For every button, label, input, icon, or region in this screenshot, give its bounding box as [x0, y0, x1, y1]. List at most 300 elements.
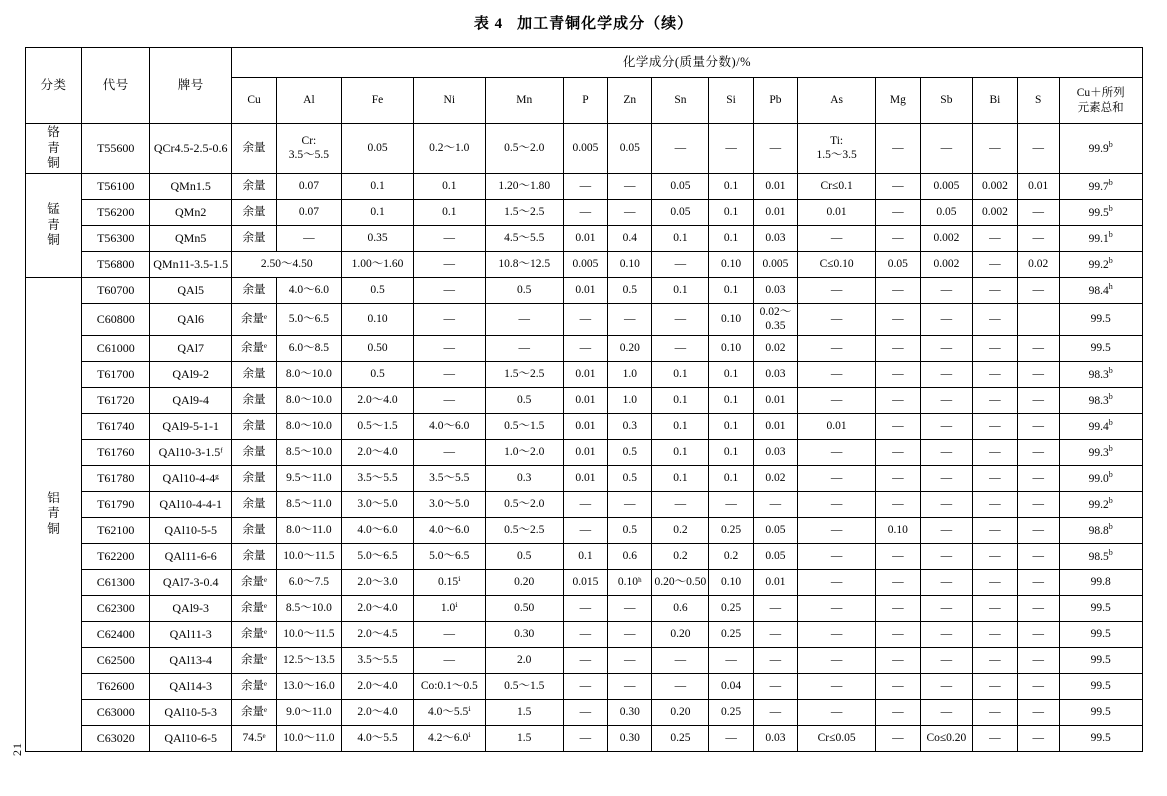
cell-value: 0.2: [709, 543, 753, 569]
cell-value: Cr: 3.5～5.5: [276, 124, 341, 174]
cell-value: 0.6: [652, 595, 709, 621]
cell-value: 0.25: [652, 725, 709, 751]
cell-brand: QAl13-4: [150, 647, 232, 673]
cell-brand: QMn11-3.5-1.5: [150, 251, 232, 277]
cell-value: 0.002: [920, 251, 973, 277]
cell-value: 0.01: [563, 277, 607, 303]
group-label-0: 铬 青 铜: [25, 124, 82, 174]
cell-total: 99.8: [1059, 569, 1142, 595]
cell-value: 0.1: [652, 225, 709, 251]
cell-value: 2.0～3.0: [342, 569, 414, 595]
cell-total: 99.5: [1059, 303, 1142, 335]
cell-value: —: [973, 725, 1017, 751]
cell-code: C62400: [82, 621, 150, 647]
cell-value: 0.30: [608, 699, 652, 725]
cell-value: 0.50: [485, 595, 563, 621]
cell-code: T62600: [82, 673, 150, 699]
cell-value: 9.5～11.0: [276, 465, 341, 491]
cell-value: 2.0: [485, 647, 563, 673]
cell-value: 余量: [232, 124, 276, 174]
cell-code: C63020: [82, 725, 150, 751]
cell-value: 3.5～5.5: [342, 647, 414, 673]
cell-value: 0.6: [608, 543, 652, 569]
cell-value: 0.5～1.5: [485, 673, 563, 699]
cell-value: 0.1: [342, 199, 414, 225]
cell-value: 0.1: [652, 413, 709, 439]
cell-value: 1.5: [485, 725, 563, 751]
cell-value: 余量: [232, 361, 276, 387]
cell-value: 0.20: [652, 621, 709, 647]
cell-value: —: [973, 303, 1017, 335]
cell-value: —: [876, 569, 920, 595]
cell-value: 0.5: [608, 465, 652, 491]
cell-value: —: [485, 303, 563, 335]
cell-value: 余量ᵉ: [232, 621, 276, 647]
cell-value: —: [920, 491, 973, 517]
table-row: [25, 439, 1142, 465]
cell-value: —: [1017, 465, 1059, 491]
cell-code: T61700: [82, 361, 150, 387]
cell-value: 0.2: [652, 543, 709, 569]
cell-value: —: [1017, 569, 1059, 595]
cell-brand: QAl9-3: [150, 595, 232, 621]
cell-value: —: [876, 361, 920, 387]
cell-code: C63000: [82, 699, 150, 725]
cell-value: 0.01: [563, 413, 607, 439]
cell-value: 0.30: [485, 621, 563, 647]
cell-value: 3.5～5.5: [413, 465, 485, 491]
cell-value: 2.0～4.0: [342, 699, 414, 725]
cell-value: 2.0～4.0: [342, 595, 414, 621]
cell-value: —: [753, 491, 797, 517]
cell-value: 余量: [232, 517, 276, 543]
cell-value: 3.0～5.0: [342, 491, 414, 517]
cell-code: T61760: [82, 439, 150, 465]
cell-value: —: [1017, 439, 1059, 465]
cell-value: —: [973, 569, 1017, 595]
cell-value: —: [1017, 647, 1059, 673]
cell-brand: QAl7: [150, 335, 232, 361]
cell-value: —: [608, 673, 652, 699]
cell-value: —: [920, 517, 973, 543]
cell-value: 余量ᵉ: [232, 647, 276, 673]
cell-value: 余量: [232, 439, 276, 465]
cell-value: —: [413, 251, 485, 277]
cell-value: 0.01: [563, 465, 607, 491]
table-body: [25, 124, 1142, 752]
table-title-text: 加工青铜化学成分（续）: [517, 16, 694, 32]
cell-total: 99.5: [1059, 621, 1142, 647]
cell-value: C≤0.10: [798, 251, 876, 277]
cell-value: —: [920, 673, 973, 699]
cell-value: 0.5: [608, 517, 652, 543]
cell-value: 0.5～2.0: [485, 124, 563, 174]
cell-value: —: [652, 124, 709, 174]
table-head: [25, 48, 1142, 124]
header-code: 代号: [82, 48, 150, 124]
cell-value: 0.05: [652, 173, 709, 199]
cell-value: 余量: [232, 387, 276, 413]
cell-brand: QAl10-5-3: [150, 699, 232, 725]
cell-value: 余量ᵉ: [232, 303, 276, 335]
cell-brand: QAl10-3-1.5ᶠ: [150, 439, 232, 465]
cell-brand: QMn5: [150, 225, 232, 251]
cell-value: 0.2: [652, 517, 709, 543]
cell-value: 6.0～7.5: [276, 569, 341, 595]
cell-brand: QAl9-2: [150, 361, 232, 387]
table-row: [25, 335, 1142, 361]
cell-code: T56800: [82, 251, 150, 277]
cell-value: 4.0～5.5: [342, 725, 414, 751]
cell-total: 98.8$^b$: [1059, 517, 1142, 543]
cell-value: 0.01: [798, 199, 876, 225]
cell-value: —: [798, 277, 876, 303]
cell-value: —: [563, 673, 607, 699]
cell-value: —: [798, 491, 876, 517]
cell-value: 0.25: [709, 517, 753, 543]
cell-value: —: [413, 439, 485, 465]
cell-value: 余量: [232, 491, 276, 517]
cell-value: —: [973, 673, 1017, 699]
cell-value: 2.0～4.0: [342, 387, 414, 413]
cell-value: 0.01: [563, 387, 607, 413]
cell-value: —: [973, 251, 1017, 277]
cell-code: T61790: [82, 491, 150, 517]
header-col-s: S: [1017, 78, 1059, 124]
cell-value: —: [920, 647, 973, 673]
cell-value: 0.01: [753, 413, 797, 439]
cell-value: 8.0～10.0: [276, 361, 341, 387]
cell-value: —: [973, 225, 1017, 251]
cell-value: 1.0～2.0: [485, 439, 563, 465]
cell-brand: QAl10-6-5: [150, 725, 232, 751]
cell-total: 99.5: [1059, 335, 1142, 361]
cell-value: —: [1017, 595, 1059, 621]
cell-value: —: [608, 647, 652, 673]
cell-value: 0.5～2.0: [485, 491, 563, 517]
table-row: [25, 569, 1142, 595]
header-col-fe: Fe: [342, 78, 414, 124]
cell-value: 0.03: [753, 725, 797, 751]
cell-value: —: [753, 621, 797, 647]
cell-value: —: [920, 699, 973, 725]
cell-value: —: [798, 543, 876, 569]
cell-value: —: [652, 491, 709, 517]
header-col-as: As: [798, 78, 876, 124]
cell-value: 0.05: [652, 199, 709, 225]
cell-value: —: [973, 647, 1017, 673]
header-col-p: P: [563, 78, 607, 124]
cell-value: 0.05: [920, 199, 973, 225]
cell-code: C62300: [82, 595, 150, 621]
cell-value: —: [753, 673, 797, 699]
cell-value: 0.01: [563, 439, 607, 465]
cell-value: 余量ᵉ: [232, 595, 276, 621]
cell-value: 4.0～5.5ⁱ: [413, 699, 485, 725]
cell-value: —: [1017, 361, 1059, 387]
cell-code: C61000: [82, 335, 150, 361]
cell-brand: QAl10-4-4-1: [150, 491, 232, 517]
cell-value: 0.20～0.50: [652, 569, 709, 595]
cell-value: —: [563, 725, 607, 751]
cell-code: T55600: [82, 124, 150, 174]
cell-value: —: [753, 595, 797, 621]
table-row: [25, 251, 1142, 277]
cell-value: —: [413, 387, 485, 413]
cell-value: 0.10: [342, 303, 414, 335]
cell-value: 0.25: [709, 621, 753, 647]
cell-value: 0.1: [652, 387, 709, 413]
cell-value: —: [920, 335, 973, 361]
header-col-si: Si: [709, 78, 753, 124]
cell-value: —: [563, 595, 607, 621]
cell-value: —: [563, 647, 607, 673]
cell-value: —: [563, 491, 607, 517]
cell-value: —: [1017, 413, 1059, 439]
cell-value: —: [876, 387, 920, 413]
cell-value: 0.02: [753, 465, 797, 491]
cell-value: —: [876, 465, 920, 491]
cell-value: 0.10: [876, 517, 920, 543]
cell-total: 99.5: [1059, 725, 1142, 751]
cell-value: —: [1017, 335, 1059, 361]
cell-value: 余量: [232, 225, 276, 251]
cell-value: —: [413, 335, 485, 361]
cell-value: —: [920, 413, 973, 439]
cell-value: —: [563, 621, 607, 647]
cell-value: 0.1: [652, 361, 709, 387]
cell-value: —: [798, 361, 876, 387]
cell-value: 4.0～6.0: [413, 517, 485, 543]
cell-brand: QMn2: [150, 199, 232, 225]
cell-total: 99.0$^b$: [1059, 465, 1142, 491]
cell-value: 0.20: [485, 569, 563, 595]
cell-value: 0.5: [485, 277, 563, 303]
cell-value: —: [973, 517, 1017, 543]
cell-total: 99.5: [1059, 595, 1142, 621]
cell-value: —: [973, 387, 1017, 413]
cell-value: 0.01: [753, 199, 797, 225]
cell-value: —: [798, 303, 876, 335]
cell-value: 1.0: [608, 387, 652, 413]
cell-value: —: [920, 124, 973, 174]
cell-value: 0.5～1.5: [342, 413, 414, 439]
cell-code: C62500: [82, 647, 150, 673]
header-composition-group: 化学成分(质量分数)/%: [232, 48, 1142, 78]
cell-value: 0.1: [709, 199, 753, 225]
cell-value: —: [973, 491, 1017, 517]
cell-value: —: [973, 277, 1017, 303]
cell-value: 0.03: [753, 225, 797, 251]
cell-value: 余量: [232, 199, 276, 225]
cell-value: —: [413, 303, 485, 335]
cell-value: —: [876, 303, 920, 335]
cell-value: —: [876, 225, 920, 251]
cell-value: 8.5～10.0: [276, 439, 341, 465]
cell-total: 99.7$^b$: [1059, 173, 1142, 199]
cell-value: 0.1: [709, 225, 753, 251]
cell-value: 1.20～1.80: [485, 173, 563, 199]
cell-value: —: [876, 621, 920, 647]
group-label-2: 铝 青 铜: [25, 277, 82, 751]
cell-value: —: [920, 277, 973, 303]
cell-value: 2.0～4.0: [342, 439, 414, 465]
cell-value: —: [973, 335, 1017, 361]
cell-value: 0.2～1.0: [413, 124, 485, 174]
cell-value: 0.10ʰ: [608, 569, 652, 595]
cell-value: 4.0～6.0: [413, 413, 485, 439]
cell-value: —: [1017, 491, 1059, 517]
cell-value: 0.02～0.35: [753, 303, 797, 335]
cell-value: 0.01: [1017, 173, 1059, 199]
cell-value: —: [876, 277, 920, 303]
cell-value: —: [652, 673, 709, 699]
cell-value: 0.10: [709, 303, 753, 335]
cell-value: 74.5ᵉ: [232, 725, 276, 751]
cell-value: —: [563, 517, 607, 543]
cell-value: 0.30: [608, 725, 652, 751]
cell-code: T62200: [82, 543, 150, 569]
cell-value: 0.10: [608, 251, 652, 277]
cell-value: —: [413, 647, 485, 673]
cell-value: —: [753, 647, 797, 673]
cell-value: 0.15ⁱ: [413, 569, 485, 595]
cell-value: 1.0: [608, 361, 652, 387]
cell-value: —: [798, 699, 876, 725]
cell-value: —: [413, 225, 485, 251]
cell-value: —: [876, 491, 920, 517]
cell-value: 0.04: [709, 673, 753, 699]
cell-brand: QAl7-3-0.4: [150, 569, 232, 595]
cell-value: 13.0～16.0: [276, 673, 341, 699]
header-col-mg: Mg: [876, 78, 920, 124]
cell-value: —: [876, 699, 920, 725]
table-row: [25, 543, 1142, 569]
cell-value: —: [1017, 387, 1059, 413]
cell-value: —: [709, 647, 753, 673]
cell-value: 0.1: [413, 173, 485, 199]
cell-value: 0.3: [608, 413, 652, 439]
header-col-bi: Bi: [973, 78, 1017, 124]
header-col-ni: Ni: [413, 78, 485, 124]
cell-value: —: [413, 361, 485, 387]
cell-value: —: [608, 491, 652, 517]
cell-value: —: [876, 124, 920, 174]
cell-value: —: [563, 335, 607, 361]
cell-value: 0.02: [753, 335, 797, 361]
cell-value: 余量: [232, 543, 276, 569]
cell-value: 余量: [232, 465, 276, 491]
cell-value: 1.0ⁱ: [413, 595, 485, 621]
cell-value: —: [798, 439, 876, 465]
cell-value: 0.1: [413, 199, 485, 225]
cell-value: 0.5: [485, 543, 563, 569]
table-row: [25, 199, 1142, 225]
cell-value: —: [563, 199, 607, 225]
cell-value: 4.5～5.5: [485, 225, 563, 251]
cell-value: —: [652, 335, 709, 361]
cell-value: —: [1017, 225, 1059, 251]
cell-value: —: [652, 647, 709, 673]
cell-value: 0.20: [652, 699, 709, 725]
table-row: [25, 173, 1142, 199]
cell-value: —: [798, 225, 876, 251]
cell-value: Cr≤0.05: [798, 725, 876, 751]
header-col-mn: Mn: [485, 78, 563, 124]
cell-value: —: [1017, 673, 1059, 699]
cell-value: 4.0～6.0: [276, 277, 341, 303]
cell-total: 99.5$^b$: [1059, 199, 1142, 225]
cell-value: —: [876, 335, 920, 361]
cell-value: 0.25: [709, 699, 753, 725]
cell-value: 0.005: [563, 251, 607, 277]
cell-value: 4.2～6.0ⁱ: [413, 725, 485, 751]
cell-value: —: [920, 595, 973, 621]
cell-value: —: [876, 725, 920, 751]
cell-value: 0.03: [753, 277, 797, 303]
cell-value: —: [973, 439, 1017, 465]
cell-code: C60800: [82, 303, 150, 335]
table-row: [25, 303, 1142, 335]
cell-value: 0.002: [920, 225, 973, 251]
cell-value: —: [1017, 199, 1059, 225]
cell-value: 0.01: [753, 569, 797, 595]
cell-value: Cr≤0.1: [798, 173, 876, 199]
cell-value: —: [608, 303, 652, 335]
cell-value: 0.5: [608, 439, 652, 465]
cell-value: —: [876, 673, 920, 699]
cell-value: 5.0～6.5: [342, 543, 414, 569]
cell-value: 0.4: [608, 225, 652, 251]
cell-value: 余量ᵉ: [232, 569, 276, 595]
cell-value: 0.5: [342, 277, 414, 303]
header-brand: 牌号: [150, 48, 232, 124]
cell-value: —: [798, 621, 876, 647]
cell-value: 3.0～5.0: [413, 491, 485, 517]
cell-value: —: [276, 225, 341, 251]
cell-value: 0.01: [563, 361, 607, 387]
cell-value: 0.05: [753, 517, 797, 543]
cell-value: 8.0～10.0: [276, 413, 341, 439]
cell-value: 0.10: [709, 335, 753, 361]
cell-value: —: [920, 387, 973, 413]
cell-value: 0.20: [608, 335, 652, 361]
cell-value: —: [798, 673, 876, 699]
cell-value: 0.1: [709, 361, 753, 387]
cell-value: —: [753, 124, 797, 174]
cell-value: —: [652, 251, 709, 277]
cell-value: —: [876, 595, 920, 621]
table-row: [25, 277, 1142, 303]
cell-value: 0.50: [342, 335, 414, 361]
cell-value: Co≤0.20: [920, 725, 973, 751]
cell-total: 98.3$^b$: [1059, 387, 1142, 413]
cell-value: —: [1017, 517, 1059, 543]
cell-value: —: [798, 569, 876, 595]
cell-value: —: [413, 277, 485, 303]
cell-value: 5.0～6.5: [413, 543, 485, 569]
cell-value: 4.0～6.0: [342, 517, 414, 543]
page-title: [0, 0, 1167, 47]
cell-brand: QMn1.5: [150, 173, 232, 199]
cell-value: —: [1017, 124, 1059, 174]
cell-brand: QAl5: [150, 277, 232, 303]
cell-value: 0.05: [608, 124, 652, 174]
cell-value: 0.01: [798, 413, 876, 439]
cell-value: —: [973, 413, 1017, 439]
header-col-cu: Cu: [232, 78, 276, 124]
table-row: [25, 621, 1142, 647]
